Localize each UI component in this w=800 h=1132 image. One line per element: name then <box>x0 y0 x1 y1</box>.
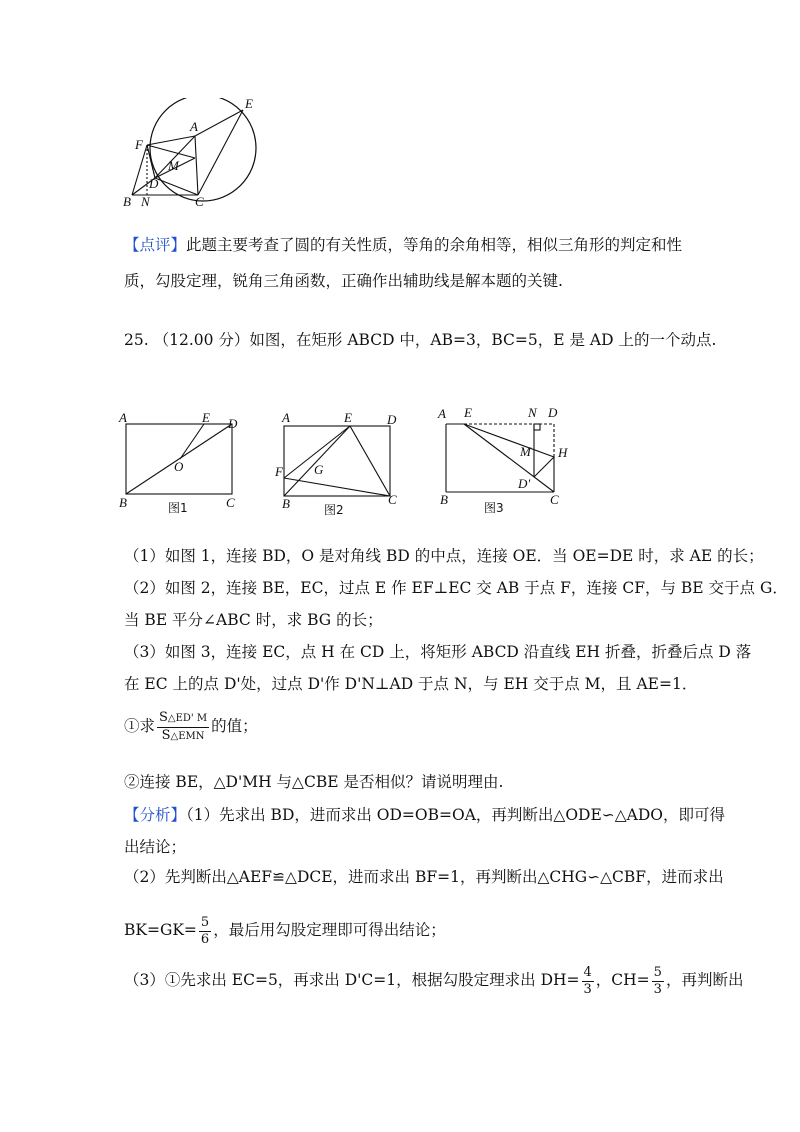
fig3-label-H: H <box>558 445 568 460</box>
fig3-label-E: E <box>464 405 472 420</box>
comment-tag: 【点评】 <box>124 236 187 254</box>
question-1: （1）如图 1，连接 BD，O 是对角线 BD 的中点，连接 OE．当 OE=DE 时，求 AE 的长； <box>124 547 764 565</box>
fig1-label-B: B <box>119 495 127 510</box>
fig1-label-O: O <box>174 459 184 474</box>
label-M: M <box>168 158 179 173</box>
fig2-label-D: D <box>387 412 397 427</box>
fig2-label-G: G <box>314 462 324 477</box>
fig2-label-C: C <box>388 492 397 507</box>
fraction-5-6: $\frac{5}{6}$ <box>200 914 210 947</box>
area-ratio-fraction: $\frac{S\triangle ED' M}{\text{S△EMN}}$ <box>159 709 208 743</box>
analysis-line-5: （3）①先求出 EC=5，再求出 D'C=1，根据勾股定理求出 DH= $\frac{4}{3}$ ，CH= $\frac{5}{3}$ ，再判断出 <box>124 964 744 997</box>
question-3-ii: ②连接 BE，△D'MH 与△CBE 是否相似？请说明理由. <box>124 773 504 791</box>
label-D: D <box>149 176 159 191</box>
figure-1 <box>116 408 246 520</box>
fig2-label-F: F <box>275 464 283 479</box>
question-2a: （2）如图 2，连接 BE，EC，过点 E 作 EF⊥EC 交 AB 于点 F，连接 CF，与 BE 交于点 G． <box>124 579 788 597</box>
fig3-label-B: B <box>440 492 448 507</box>
analysis-line-3: （2）先判断出△AEF≌△DCE，进而求出 BF=1，再判断出△CHG∽△CBF，进而求出 <box>124 868 724 886</box>
fig2-label-B: B <box>282 496 290 511</box>
problem-stem <box>124 329 716 351</box>
label-C: C <box>195 194 204 209</box>
fig2-label-E: E <box>344 410 352 425</box>
fig3-label-M: M <box>520 444 531 459</box>
problem-text: 如图，在矩形 ABCD 中，AB=3，BC=5，E 是 AD 上的一个动点. <box>249 331 717 349</box>
question-2b: 当 BE 平分∠ABC 时，求 BG 的长； <box>124 611 383 629</box>
fig1-label-D: D <box>228 416 238 431</box>
analysis-line-4: BK=GK= $\frac{5}{6}$ ，最后用勾股定理即可得出结论； <box>124 914 446 947</box>
fraction-5-3: $\frac{5}{3}$ <box>653 964 662 997</box>
fraction-4-3: $\frac{4}{3}$ <box>583 964 592 997</box>
fig3-label-N: N <box>528 405 537 420</box>
analysis-line-1: 【分析】（1）先求出 BD，进而求出 OD=OB=OA，再判断出△ODE∽△ADO，即可得 <box>124 806 726 824</box>
fig1-caption: 图1 <box>168 501 188 515</box>
analysis-tag: 【分析】 <box>124 806 187 824</box>
comment-line-2: 质，勾股定理，锐角三角函数，正确作出辅助线是解本题的关键. <box>124 272 563 290</box>
analysis-line-2: 出结论； <box>124 838 187 856</box>
circle-diagram <box>115 98 275 210</box>
problem-number: 25. <box>124 331 149 349</box>
fig3-label-D: D <box>548 405 558 420</box>
fig3-label-A: A <box>438 406 446 421</box>
fig1-label-A: A <box>119 410 127 425</box>
top-figure <box>115 98 275 210</box>
label-B: B <box>123 194 131 209</box>
label-A: A <box>190 119 198 134</box>
question-3-i: ①求 $\frac{S\triangle ED' M}{\text{S△EMN}}$ 的值； <box>124 709 258 743</box>
fig2-label-A: A <box>282 410 290 425</box>
fig3-label-D-prime: D' <box>518 476 531 491</box>
fig3-caption: 图3 <box>484 501 504 515</box>
fig1-label-C: C <box>226 495 235 510</box>
problem-score: （12.00 分） <box>153 331 250 349</box>
comment-line-1: 【点评】此题主要考查了圆的有关性质，等角的余角相等，相似三角形的判定和性 <box>124 236 683 254</box>
fig3-label-C: C <box>550 492 559 507</box>
fig2-caption: 图2 <box>324 503 344 517</box>
figure-3 <box>434 402 574 520</box>
fig1-label-E: E <box>202 410 210 425</box>
figure-2 <box>272 408 407 520</box>
label-F: F <box>135 137 143 152</box>
label-N: N <box>141 194 150 209</box>
question-3a: （3）如图 3，连接 EC，点 H 在 CD 上，将矩形 ABCD 沿直线 EH 折叠，折叠后点 D 落 <box>124 643 752 661</box>
label-E: E <box>245 98 253 111</box>
question-3b: 在 EC 上的点 D'处，过点 D'作 D'N⊥AD 于点 N，与 EH 交于点 M，且 AE=1． <box>124 675 698 693</box>
